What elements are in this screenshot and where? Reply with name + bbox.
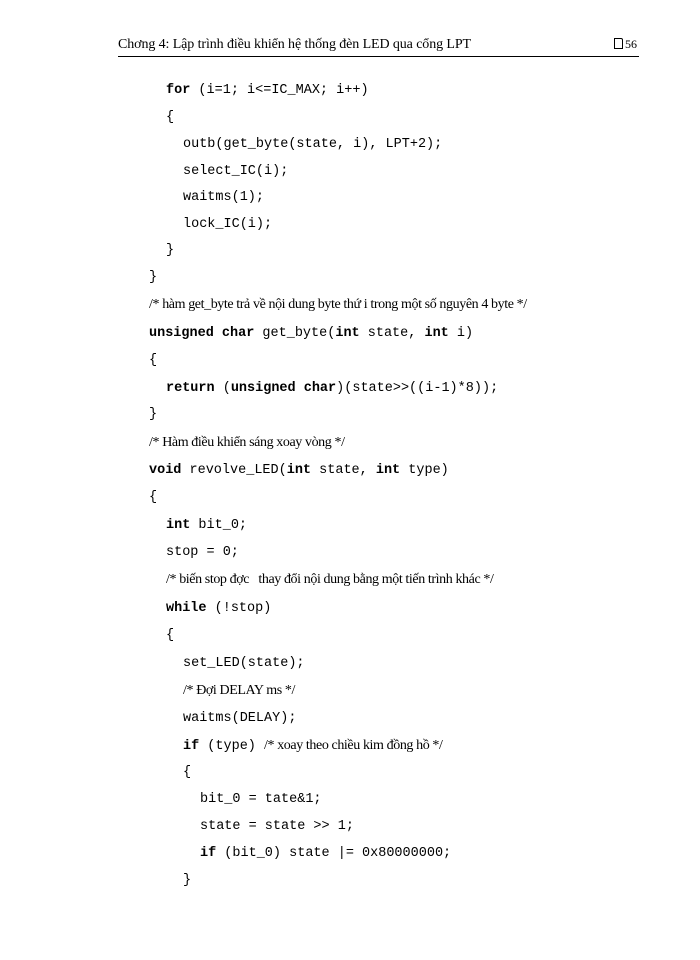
chapter-title: Chơng 4: Lập trình điều khiển hệ thống đèn LED qua cổng LPT bbox=[118, 37, 471, 52]
code-line bbox=[166, 600, 271, 618]
code-line bbox=[149, 462, 449, 480]
code-line: waitms(1); bbox=[183, 190, 265, 205]
code-text: state, bbox=[359, 326, 425, 341]
page-icon bbox=[614, 38, 623, 49]
code-line: bit_0 = tate&1; bbox=[200, 792, 322, 807]
code-line bbox=[166, 82, 369, 100]
code-text: (!stop) bbox=[206, 601, 272, 616]
code-text: revolve_LED( bbox=[181, 463, 287, 478]
code-text: )(state>>((i-1)*8)); bbox=[336, 381, 499, 396]
code-line: } bbox=[149, 270, 158, 285]
code-comment: /* biến stop đợc thay đổi nội dung bằng một tiến trình khác */ bbox=[166, 572, 494, 587]
code-text: type) bbox=[400, 463, 449, 478]
code-text: bit_0; bbox=[190, 518, 248, 533]
keyword: unsigned char bbox=[230, 381, 337, 396]
code-line bbox=[149, 325, 473, 343]
code-line: { bbox=[149, 490, 158, 505]
code-line: waitms(DELAY); bbox=[183, 711, 297, 726]
code-text: state, bbox=[311, 463, 376, 478]
keyword: int bbox=[335, 326, 360, 341]
code-line: { bbox=[183, 765, 192, 780]
code-text: (type) bbox=[199, 739, 265, 754]
inline-comment: /* xoay theo chiều kim đồng hồ */ bbox=[264, 738, 443, 753]
code-text: get_byte( bbox=[254, 326, 336, 341]
code-text: ( bbox=[214, 381, 231, 396]
code-line bbox=[200, 845, 451, 863]
keyword: if bbox=[183, 739, 200, 754]
code-text: i) bbox=[448, 326, 474, 341]
page-number bbox=[614, 37, 637, 52]
code-line bbox=[183, 737, 443, 756]
code-line: { bbox=[149, 353, 158, 368]
code-line: { bbox=[166, 110, 175, 125]
code-comment: /* Đợi DELAY ms */ bbox=[183, 683, 295, 698]
keyword: void bbox=[149, 463, 182, 478]
code-line: select_IC(i); bbox=[183, 164, 289, 179]
keyword: unsigned char bbox=[149, 326, 255, 341]
code-line bbox=[166, 380, 498, 398]
code-line: state = state >> 1; bbox=[200, 819, 354, 834]
keyword: int bbox=[424, 326, 449, 341]
keyword: return bbox=[166, 381, 215, 396]
code-comment: /* hàm get_byte trả về nội dung byte thứ i trong một số nguyên 4 byte */ bbox=[149, 297, 527, 312]
code-text: (bit_0) state |= 0x80000000; bbox=[216, 846, 452, 861]
code-line: } bbox=[166, 243, 175, 258]
page-number-text: 56 bbox=[625, 37, 637, 51]
code-comment: /* Hàm điều khiển sáng xoay vòng */ bbox=[149, 435, 345, 450]
code-line: lock_IC(i); bbox=[183, 217, 273, 232]
code-line: stop = 0; bbox=[166, 545, 239, 560]
code-line bbox=[166, 517, 247, 535]
code-line: set_LED(state); bbox=[183, 656, 305, 671]
code-line: outb(get_byte(state, i), LPT+2); bbox=[183, 137, 443, 152]
code-line: } bbox=[149, 407, 158, 422]
code-text: (i=1; i<=IC_MAX; i++) bbox=[190, 83, 369, 98]
keyword: int bbox=[375, 463, 401, 478]
page-header bbox=[118, 34, 639, 57]
keyword: for bbox=[166, 83, 191, 98]
keyword: if bbox=[200, 846, 217, 861]
code-line: } bbox=[183, 873, 192, 888]
code-line: { bbox=[166, 628, 175, 643]
keyword: while bbox=[166, 601, 207, 616]
keyword: int bbox=[286, 463, 312, 478]
keyword: int bbox=[166, 518, 191, 533]
